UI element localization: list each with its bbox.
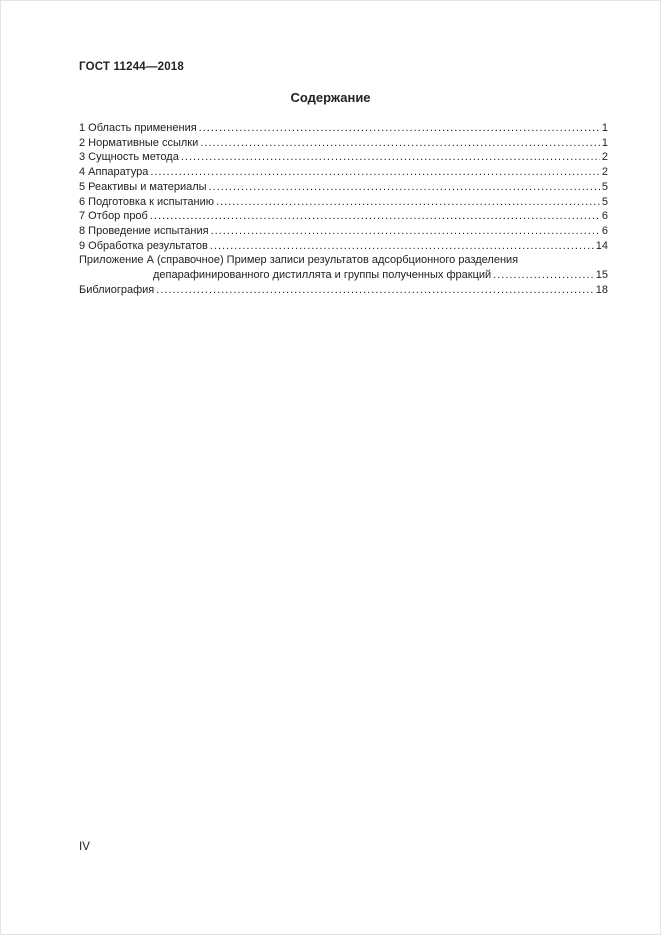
page-number: IV xyxy=(79,841,90,853)
toc-entry xyxy=(79,180,608,195)
toc-leader-dots xyxy=(150,209,600,224)
toc-entry-label: 8 Проведение испытания xyxy=(79,224,209,237)
toc-entry-label: 1 Область применения xyxy=(79,122,197,134)
toc-entry-page: 1 xyxy=(601,136,608,149)
toc-entry-page: 14 xyxy=(595,239,608,252)
toc-entry xyxy=(79,224,608,239)
toc-entry-label: 3 Сущность метода xyxy=(79,151,179,164)
toc-entry-page: 2 xyxy=(601,166,608,179)
toc-entry-page: 1 xyxy=(601,122,608,134)
toc-leader-dots xyxy=(493,268,594,283)
toc-entry xyxy=(79,239,608,254)
toc-entry xyxy=(79,283,608,298)
document-number: ГОСТ 11244—2018 xyxy=(79,61,184,73)
toc-entry xyxy=(79,165,608,180)
toc-entry xyxy=(79,121,608,136)
toc-entry-page: 6 xyxy=(601,224,608,237)
toc-leader-dots xyxy=(216,195,600,210)
toc-title: Содержание xyxy=(290,90,371,105)
toc-entry xyxy=(79,209,608,224)
toc-entry-page: 2 xyxy=(601,151,608,164)
toc-entry-label: депарафинированного дистиллята и группы полученных фракций xyxy=(153,269,492,282)
toc-leader-dots xyxy=(156,283,594,298)
toc-entry-page: 15 xyxy=(595,269,608,282)
toc-entry xyxy=(79,195,608,210)
toc-list xyxy=(79,121,608,297)
toc-entry-label: 6 Подготовка к испытанию xyxy=(79,195,215,208)
toc-leader-dots xyxy=(209,180,600,195)
toc-entry-page: 18 xyxy=(595,283,608,296)
toc-leader-dots xyxy=(181,150,600,165)
toc-entry xyxy=(79,150,608,165)
toc-entry-label: 4 Аппаратура xyxy=(79,166,149,179)
toc-leader-dots xyxy=(150,165,600,180)
toc-entry-label: Библиография xyxy=(79,283,155,296)
toc-leader-dots xyxy=(200,136,600,151)
toc-entry-label: 5 Реактивы и материалы xyxy=(79,180,207,193)
toc-leader-dots xyxy=(199,121,600,136)
toc-entry-label: 7 Отбор проб xyxy=(79,210,148,223)
toc-leader-dots xyxy=(210,239,594,254)
toc-entry-page: 5 xyxy=(601,195,608,208)
toc-entry-label: 9 Обработка результатов xyxy=(79,239,208,252)
toc-entry-page: 5 xyxy=(601,180,608,193)
toc-entry xyxy=(79,268,608,283)
toc-leader-dots xyxy=(211,224,600,239)
toc-entry-label: 2 Нормативные ссылки xyxy=(79,136,199,149)
toc-entry xyxy=(79,136,608,151)
toc-entry-page: 6 xyxy=(601,210,608,223)
toc-entry-label: Приложение А (справочное) Пример записи результатов адсорбционного разделения xyxy=(79,254,519,267)
